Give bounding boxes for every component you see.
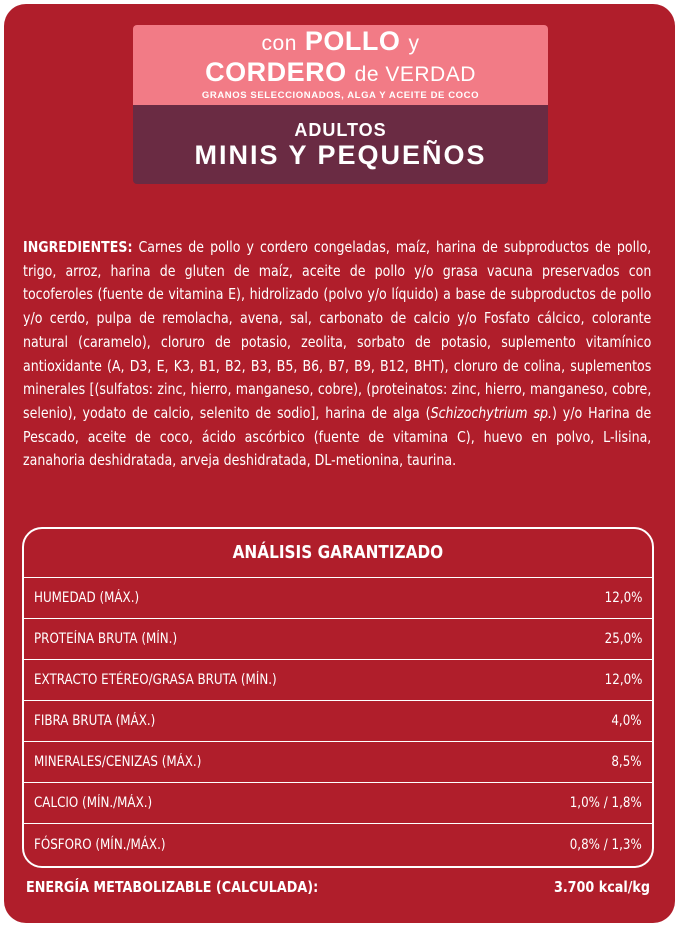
table-row (24, 619, 652, 660)
row-value: 25,0% (604, 631, 642, 647)
ingredients-italic: Schizochytrium sp. (430, 403, 553, 422)
tagline: GRANOS SELECCIONADOS, ALGA Y ACEITE DE COCO (201, 90, 480, 101)
row-label: PROTEÍNA BRUTA (MÍN.) (34, 631, 178, 647)
flavor-banner (133, 25, 548, 105)
ingredients-text-a: Carnes de pollo y cordero congeladas, maíz, harina de subproductos de pollo, trigo, arroz, harina de gluten de maíz, aceite de pollo y/o grasa vacuna preservados con tocoferoles (fuente de vitamina E), hidrolizado (polvo y/o líquido) a base de subproductos de pollo y/o cerdo, pulpa de remolacha, avena, sal, carbonato de calcio y/o Fosfato cálcico, colorante natural (caramelo), cloruro de potasio, zeolita, sorbato de potasio, suplemento vitamínico antioxidante (A, D3, E, K3, B1, B2, B3, B5, B6, B7, B9, B12, BHT), cloruro de colina, suplementos minerales [(sulfatos: zinc, hierro, manganeso, cobre), (proteinatos: zinc, hierro, manganeso, cobre, selenio), yodato de calcio, selenito de sodio], harina de alga ( (23, 238, 652, 422)
product-header (133, 25, 548, 184)
con-text: con (261, 32, 297, 55)
flavor-line-1 (133, 27, 548, 58)
cordero-text: CORDERO (205, 57, 347, 87)
energy-line (26, 878, 650, 896)
row-value: 12,0% (604, 672, 642, 688)
y-text: y (408, 32, 420, 55)
energy-value: 3.700 kcal/kg (553, 878, 650, 896)
table-row (24, 660, 652, 701)
energy-label: ENERGÍA METABOLIZABLE (CALCULADA): (26, 878, 319, 896)
segment-banner (133, 105, 548, 184)
row-value: 8,5% (611, 754, 642, 770)
de-verdad-text: de VERDAD (354, 63, 476, 86)
table-row (24, 742, 652, 783)
table-row (24, 783, 652, 824)
analysis-title (24, 529, 652, 578)
pollo-text: POLLO (304, 26, 401, 56)
row-label: FIBRA BRUTA (MÁX.) (34, 713, 156, 729)
row-value: 4,0% (611, 713, 642, 729)
table-row (24, 578, 652, 619)
row-label: FÓSFORO (MÍN./MÁX.) (34, 836, 166, 853)
row-value: 1,0% / 1,8% (569, 795, 642, 811)
minis-label: MINIS Y PEQUEÑOS (194, 140, 487, 170)
analysis-table (22, 527, 654, 868)
ingredients-label: INGREDIENTES: (23, 238, 133, 256)
label-panel (4, 4, 675, 923)
row-label: EXTRACTO ETÉREO/GRASA BRUTA (MÍN.) (34, 672, 277, 688)
row-label: CALCIO (MÍN./MÁX.) (34, 795, 153, 811)
table-row (24, 824, 652, 865)
row-label: HUMEDAD (MÁX.) (34, 590, 140, 606)
adultos-label: ADULTOS (294, 120, 387, 140)
row-value: 0,8% / 1,3% (569, 836, 642, 853)
table-row (24, 701, 652, 742)
row-label: MINERALES/CENIZAS (MÁX.) (34, 754, 202, 770)
row-value: 12,0% (604, 590, 642, 606)
ingredients-paragraph (23, 236, 651, 473)
flavor-line-2 (133, 58, 548, 89)
analysis-title-text: ANÁLISIS GARANTIZADO (232, 542, 444, 563)
ingredients-text-b: ) y/o Harina de Pescado, aceite de coco, ácido ascórbico (fuente de vitamina C), huevo en polvo, L-lisina, zanahoria deshidratada, arveja deshidratada, DL-metionina, taurina. (23, 403, 652, 470)
